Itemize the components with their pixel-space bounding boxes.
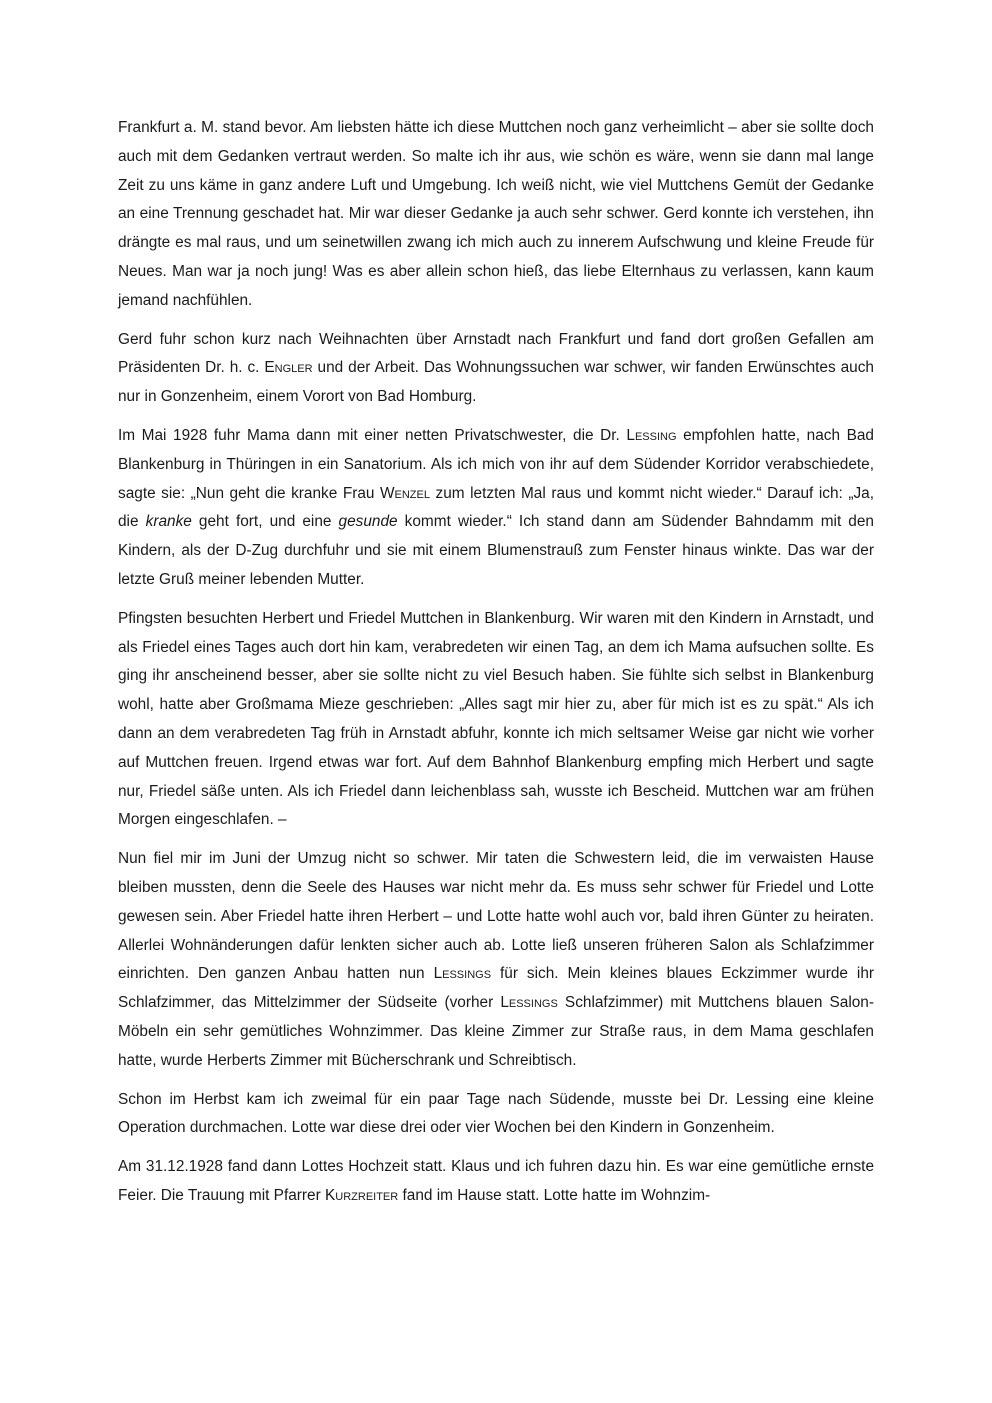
text-run: für sich. Mein kleines blaues Eckzimmer wurde ihr Schlafzimmer, das Mittelzimmer der Südseite (vorher (118, 965, 875, 1012)
emphasis-gesunde: gesunde (338, 513, 398, 531)
paragraph (118, 114, 874, 316)
document-page (118, 114, 874, 1221)
paragraph (118, 845, 874, 1075)
name-engler: Engler (264, 359, 313, 377)
text-run: fand im Hause statt. Lotte hatte im Wohnzim- (398, 1186, 711, 1204)
emphasis-kranke: kranke (145, 513, 192, 531)
text-run: Frankfurt a. M. stand bevor. Am liebsten hätte ich diese Muttchen noch ganz verheimlicht – aber sie sollte doch auch mit dem Gedanken vertraut werden. So malte ich ihr aus, wie schön es wäre, wenn sie dann mal lange Zeit zu uns käme in ganz andere Luft und Umgebung. Ich weiß nicht, wie viel Muttchens Gemüt der Gedanke an eine Trennung geschadet hat. Mir war dieser Gedanke ja auch sehr schwer. Gerd konnte ich verstehen, ihn drängte es mal raus, und um seinetwillen zwang ich mich auch zu innerem Aufschwung und kleine Freude für Neues. Man war ja noch jung! Was es aber allein schon hieß, das liebe Elternhaus zu verlassen, kann kaum jemand nachfühlen. (118, 119, 874, 309)
text-run: Im Mai 1928 fuhr Mama dann mit einer netten Privatschwester, die Dr. (118, 426, 627, 444)
name-lessings: Lessings (433, 965, 492, 983)
name-wenzel: Wenzel (380, 484, 430, 502)
text-run: empfohlen hatte, nach Bad Blankenburg in Thüringen in ein Sanatorium. Als ich mich von ihr auf dem Südender Korridor verabschiedete, sagte sie: „Nun geht die kranke Frau (118, 426, 874, 502)
paragraph (118, 326, 874, 412)
paragraph (118, 422, 874, 595)
text-run: Gerd fuhr schon kurz nach Weihnachten über Arnstadt nach Frankfurt und fand dort großen Gefallen am Präsidenten Dr. h. c. (118, 330, 874, 377)
text-run: geht fort, und eine (191, 513, 339, 531)
text-run: Pfingsten besuchten Herbert und Friedel Muttchen in Blankenburg. Wir waren mit den Kindern in Arnstadt, und als Friedel eines Tages auch dort hin kam, verabredeten wir einen Tag, an dem ich Mama aufsuchen sollte. Es ging ihr anscheinend besser, aber sie sollte nicht zu viel Besuch haben. Sie fühlte sich selbst in Blankenburg wohl, hatte aber Großmama Mieze geschrieben: „Alles sagt mir hier zu, aber für mich ist es zu spät.“ Als ich dann an dem verabredeten Tag früh in Arnstadt abfuhr, konnte ich mich seltsamer Weise gar nicht wie vorher auf Muttchen freuen. Irgend etwas war fort. Auf dem Bahnhof Blankenburg empfing mich Herbert und sagte nur, Friedel säße unten. Als ich Friedel dann leichenblass sah, wusste ich Bescheid. Muttchen war am frühen Morgen eingeschlafen. – (118, 609, 874, 829)
text-run: Nun fiel mir im Juni der Umzug nicht so schwer. Mir taten die Schwestern leid, die im verwaisten Hause bleiben mussten, denn die Seele des Hauses war nicht mehr da. Es muss sehr schwer für Friedel und Lotte gewesen sein. Aber Friedel hatte ihren Herbert – und Lotte hatte wohl auch vor, bald ihren Günter zu heiraten. Allerlei Wohnänderungen dafür lenkten sicher auch ab. Lotte ließ unseren früheren Salon als Schlafzimmer einrichten. Den ganzen Anbau hatten nun (118, 850, 874, 983)
paragraph (118, 1153, 874, 1211)
text-run: Am 31.12.1928 fand dann Lottes Hochzeit statt. Klaus und ich fuhren dazu hin. Es war eine gemütliche ernste Feier. Die Trauung mit Pfarrer (118, 1158, 874, 1204)
name-kurzreiter: Kurzreiter (325, 1186, 399, 1204)
paragraph (118, 605, 874, 835)
text-run: Schon im Herbst kam ich zweimal für ein paar Tage nach Südende, musste bei Dr. Lessing eine kleine Operation durchmachen. Lotte war diese drei oder vier Wochen bei den Kindern in Gonzenheim. (118, 1090, 874, 1137)
text-run: Schlafzimmer) mit Muttchens blauen Salon-Möbeln ein sehr gemütliches Wohnzimmer. Das kleine Zimmer zur Straße raus, in dem Mama geschlafen hatte, wurde Herberts Zimmer mit Bücherschrank und Schreibtisch. (118, 994, 874, 1069)
paragraph (118, 1086, 874, 1144)
text-run: zum letzten Mal raus und kommt nicht wieder.“ Darauf ich: „Ja, die (118, 484, 874, 531)
text-run: kommt wieder.“ Ich stand dann am Südender Bahndamm mit den Kindern, als der D-Zug durchfuhr und sie mit einem Blumenstrauß zum Fenster hinaus winkte. Das war der letzte Gruß meiner lebenden Mutter. (118, 513, 874, 588)
text-run: und der Arbeit. Das Wohnungssuchen war schwer, wir fanden Erwünschtes auch nur in Gonzenheim, einem Vorort von Bad Homburg. (118, 359, 874, 406)
name-lessings: Lessings (500, 994, 558, 1012)
name-lessing: Lessing (626, 426, 677, 444)
